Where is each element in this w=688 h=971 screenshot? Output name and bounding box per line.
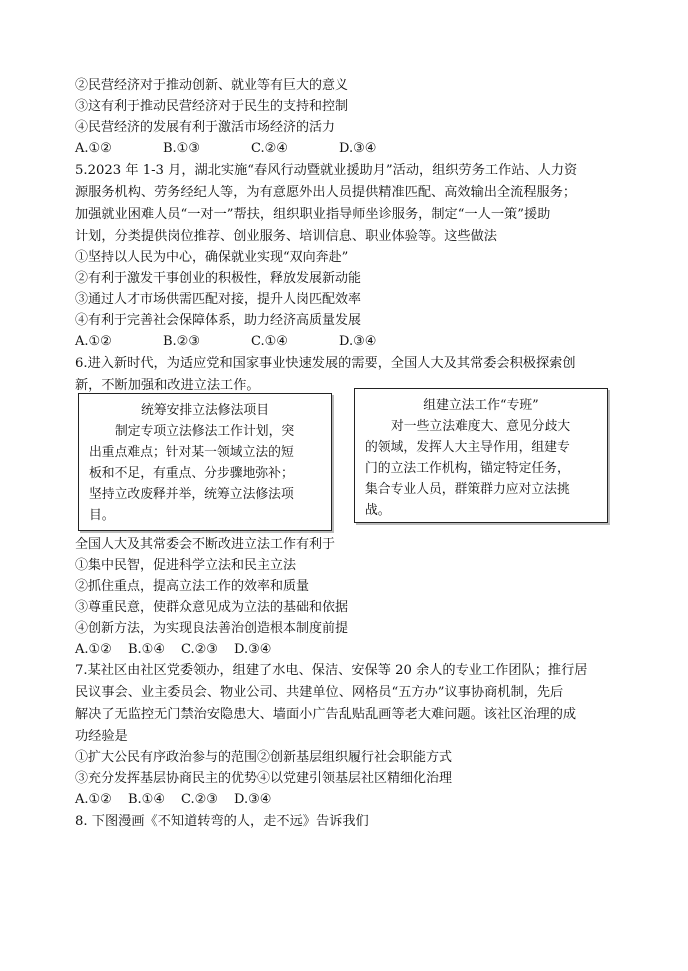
- q6-option-a: A.①②: [75, 642, 112, 657]
- box-left-line: 出重点难点；针对某一领域立法的短: [89, 445, 294, 460]
- q7-option-c: C.②③: [181, 792, 218, 807]
- box-right-line: 门的立法工作机构，锚定特定任务，: [365, 461, 570, 476]
- q5-stem-line: 计划，分类提供岗位推荐、创业服务、培训信息、职业体验等。这些做法: [75, 229, 497, 244]
- q6-item-3: ③尊重民意，使群众意见成为立法的基础和依据: [75, 600, 349, 615]
- q6-item-4: ④创新方法，为实现良法善治创造根本制度前提: [75, 621, 349, 636]
- box-left-line: 制定专项立法修法工作计划，突: [115, 424, 295, 439]
- q5-option-d: D.③④: [339, 334, 377, 349]
- q7-stem-line: 解决了无监控无门禁治安隐患大、墙面小广告乱贴乱画等老大难问题。该社区治理的成: [75, 707, 577, 722]
- q7-stem-line: 民议事会、业主委员会、物业公司、共建单位、网格员“五方办”议事协商机制，先后: [75, 685, 564, 700]
- q7-items-row-1: ①扩大公民有序政治参与的范围②创新基层组织履行社会职能方式: [75, 750, 453, 765]
- q8-stem: 8. 下图漫画《不知道转弯的人，走不远》告诉我们: [75, 814, 369, 829]
- q5-item-2: ②有利于激发干事创业的积极性，释放发展新动能: [75, 271, 362, 286]
- q5-item-3: ③通过人才市场供需匹配对接，提升人岗匹配效率: [75, 292, 362, 307]
- q7-option-d: D.③④: [234, 792, 272, 807]
- q5-option-a: A.①②: [75, 334, 112, 349]
- q6-option-c: C.②③: [181, 642, 218, 657]
- q7-items-row-2: ③充分发挥基层协商民主的优势④以党建引领基层社区精细化治理: [75, 771, 453, 786]
- q6-question: 全国人大及其常委会不断改进立法工作有利于: [75, 537, 336, 552]
- q6-box-right: [354, 388, 608, 523]
- q4-item-4: ④民营经济的发展有利于激活市场经济的活力: [75, 120, 336, 135]
- q6-item-2: ②抓住重点，提高立法工作的效率和质量: [75, 579, 310, 594]
- q4-option-c: C.②④: [251, 141, 288, 156]
- q4-option-d: D.③④: [339, 141, 377, 156]
- q7-stem-line: 功经验是: [75, 729, 128, 744]
- q6-item-1: ①集中民智，促进科学立法和民主立法: [75, 558, 297, 573]
- q5-option-c: C.①④: [251, 334, 288, 349]
- box-left-line: 板和不足，有重点、分步骤地弥补；: [89, 466, 294, 481]
- box-right-line: 对一些立法难度大、意见分歧大: [391, 419, 571, 434]
- q5-option-b: B.②③: [163, 334, 200, 349]
- box-left-title: 统筹安排立法修法项目: [141, 403, 269, 418]
- q5-stem-line: 加强就业困难人员“一对一”帮扶，组织职业指导师坐诊服务，制定“一人一策”援助: [75, 207, 551, 222]
- q6-stem-line: 新，不断加强和改进立法工作。: [75, 378, 260, 393]
- q6-option-b: B.①④: [128, 642, 165, 657]
- q6-stem-line: 6.进入新时代，为适应党和国家事业快速发展的需要，全国人大及其常委会积极探索创: [75, 356, 576, 371]
- q4-option-a: A.①②: [75, 141, 112, 156]
- q4-item-2: ②民营经济对于推动创新、就业等有巨大的意义: [75, 78, 349, 93]
- box-left-line: 坚持立改废释并举，统筹立法修法项: [89, 487, 294, 502]
- q6-options: [75, 641, 271, 659]
- box-right-line: 集合专业人员，群策群力应对立法挑: [365, 482, 570, 497]
- q4-item-3: ③这有利于推动民营经济对于民生的支持和控制: [75, 99, 349, 114]
- q5-item-4: ④有利于完善社会保障体系，助力经济高质量发展: [75, 313, 362, 328]
- q7-stem-line: 7.某社区由社区党委领办，组建了水电、保洁、安保等 20 余人的专业工作团队；推行居: [75, 663, 588, 678]
- q6-box-left: [78, 393, 332, 531]
- q7-option-a: A.①②: [75, 792, 112, 807]
- box-left-line: 目。: [89, 508, 115, 523]
- q5-stem-line: 5.2023 年 1-3 月，湖北实施“春风行动暨就业援助月”活动，组织劳务工作站、人力资: [75, 163, 578, 178]
- box-right-line: 的领域，发挥人大主导作用，组建专: [365, 440, 570, 455]
- q7-options: [75, 791, 271, 809]
- q4-options: [75, 140, 376, 158]
- q7-option-b: B.①④: [128, 792, 165, 807]
- q4-option-b: B.①③: [163, 141, 200, 156]
- q5-stem-line: 源服务机构、劳务经纪人等，为有意愿外出人员提供精准匹配、高效输出全流程服务；: [75, 185, 577, 200]
- box-right-title: 组建立法工作“专班”: [423, 398, 539, 413]
- q5-item-1: ①坚持以人民为中心，确保就业实现“双向奔赴”: [75, 250, 349, 265]
- q5-options: [75, 333, 376, 351]
- q6-option-d: D.③④: [234, 642, 272, 657]
- box-right-line: 战。: [365, 503, 391, 518]
